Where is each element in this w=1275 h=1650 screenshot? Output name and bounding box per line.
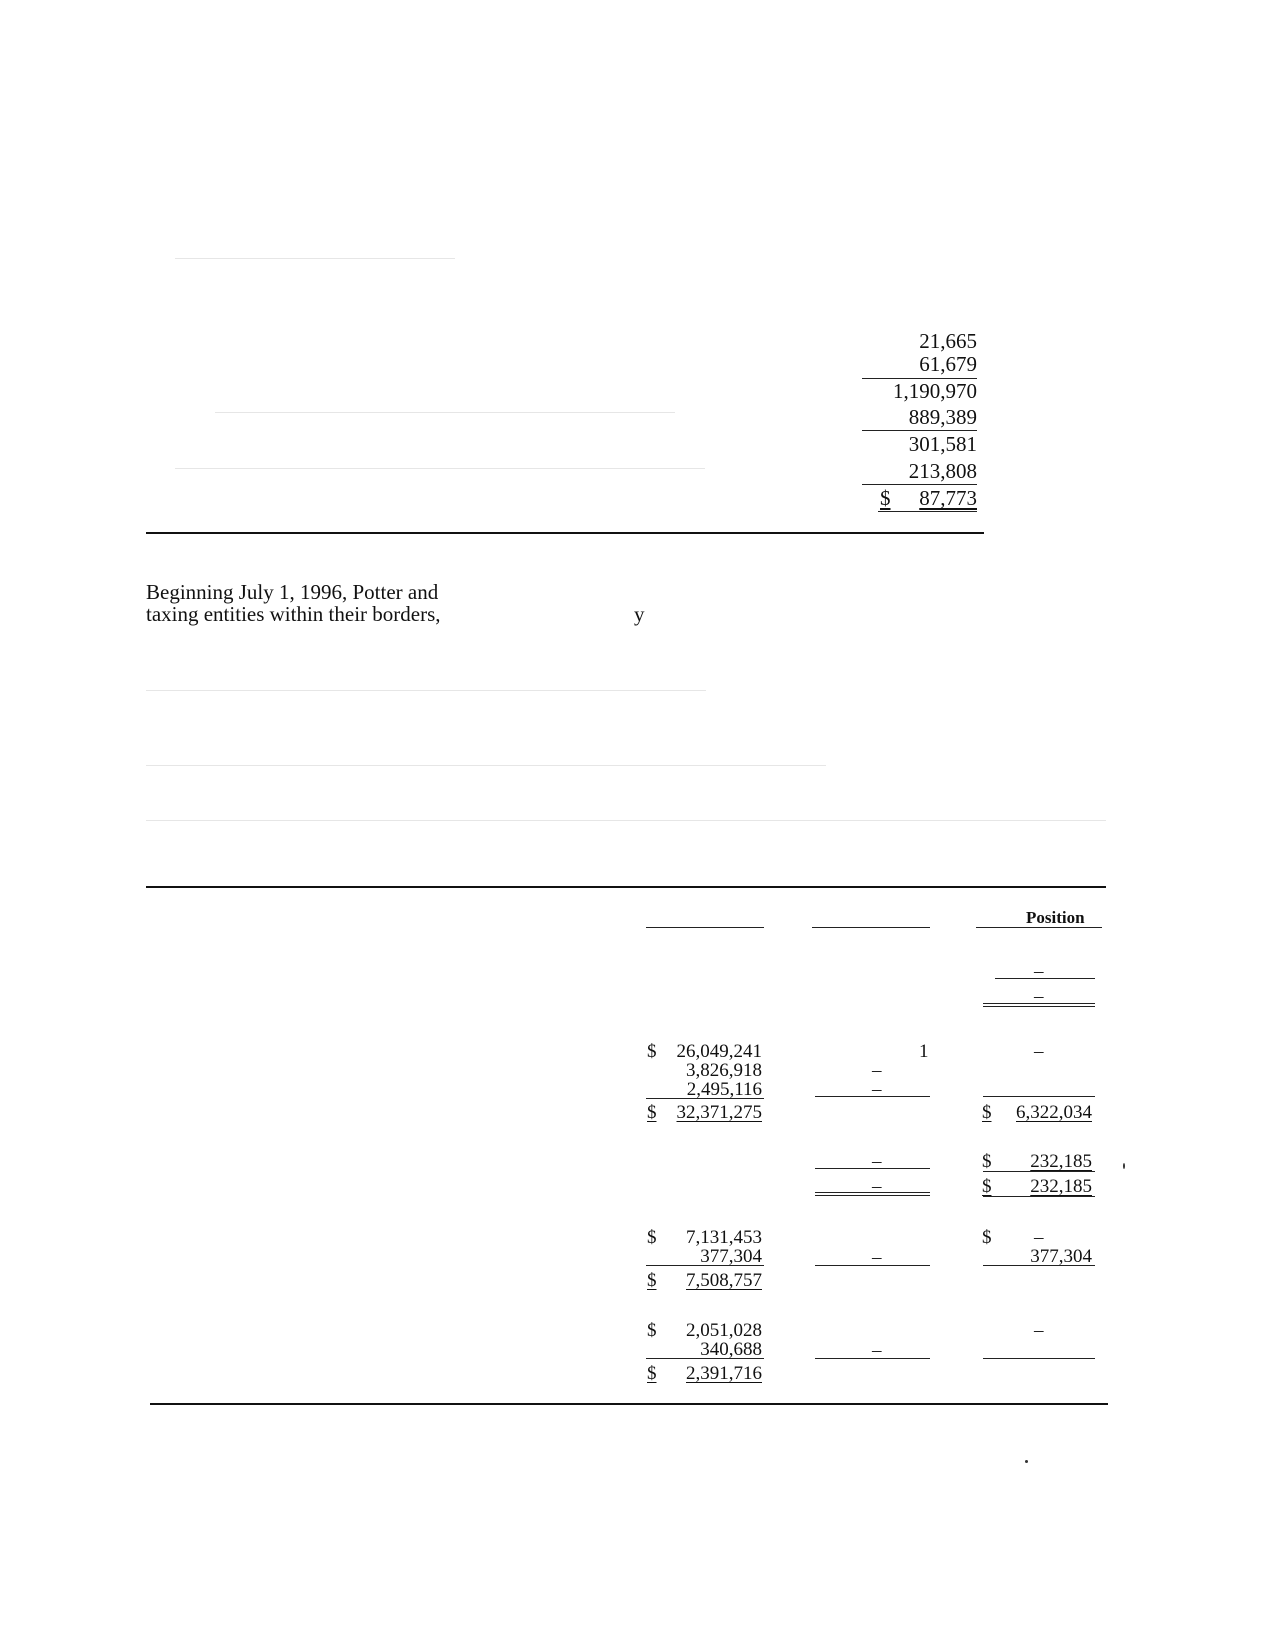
- paragraph-fragment: y: [634, 602, 645, 626]
- amount: 26,049,241: [676, 1041, 762, 1062]
- currency-symbol: $: [647, 1320, 657, 1341]
- table-bottom-rule: [150, 1403, 1108, 1405]
- paragraph-line: taxing entities within their borders,: [146, 602, 441, 626]
- subtotal-rule: [646, 1265, 764, 1266]
- section-divider: [146, 532, 984, 534]
- currency-symbol: $: [982, 1102, 992, 1123]
- currency-symbol: $: [647, 1102, 657, 1123]
- dash-value: –: [872, 1151, 882, 1172]
- double-rule: [815, 1195, 930, 1196]
- column-header-rule: [976, 927, 1102, 928]
- currency-symbol: $: [982, 1151, 992, 1172]
- currency-symbol: $: [880, 486, 891, 510]
- column-header-position: Position: [1026, 908, 1085, 927]
- double-rule: [983, 1006, 1095, 1007]
- subtotal-rule: [862, 484, 977, 485]
- column-header-rule: [812, 927, 930, 928]
- amount: 2,495,116: [686, 1079, 762, 1100]
- subtotal-rule: [815, 1265, 930, 1266]
- paragraph: [146, 581, 476, 625]
- subtotal-rule: [983, 1096, 1095, 1097]
- upper-amount: 1,190,970: [893, 379, 977, 403]
- amount: 1: [919, 1041, 929, 1062]
- subtotal-rule: [815, 1096, 930, 1097]
- double-rule: [983, 1003, 1095, 1004]
- double-rule: [983, 1196, 1095, 1197]
- scan-mark: [1123, 1163, 1125, 1169]
- currency-symbol: $: [647, 1041, 657, 1062]
- amount: 3,826,918: [686, 1060, 762, 1081]
- dash-value: –: [1034, 1041, 1044, 1062]
- subtotal-rule: [815, 1168, 930, 1169]
- double-rule: [878, 511, 977, 512]
- faint-line: [215, 412, 675, 413]
- dash-value: –: [1034, 1227, 1044, 1248]
- faint-line: [175, 468, 705, 469]
- subtotal-rule: [815, 1358, 930, 1359]
- dash-value: –: [1034, 961, 1044, 982]
- upper-amount: 213,808: [908, 459, 977, 483]
- upper-amount: 61,679: [919, 352, 977, 376]
- dash-value: –: [1034, 986, 1044, 1007]
- currency-symbol: $: [647, 1227, 657, 1248]
- upper-amount: 301,581: [908, 432, 977, 456]
- subtotal-rule: [983, 1265, 1095, 1266]
- amount-total: 2,391,716: [686, 1363, 762, 1384]
- upper-amount: 889,389: [908, 405, 977, 429]
- cell-rule: [995, 978, 1095, 979]
- dash-value: –: [872, 1340, 882, 1361]
- amount-total: 232,185: [1030, 1176, 1092, 1197]
- scan-mark: [1025, 1460, 1028, 1463]
- subtotal-rule: [646, 1098, 764, 1099]
- faint-line: [175, 258, 455, 259]
- amount: 340,688: [700, 1339, 762, 1360]
- paragraph-line: Beginning July 1, 1996, Potter and: [146, 580, 439, 604]
- subtotal-rule: [646, 1358, 764, 1359]
- currency-symbol: $: [982, 1227, 992, 1248]
- subtotal-rule: [983, 1358, 1095, 1359]
- amount-total: 7,508,757: [686, 1270, 762, 1291]
- upper-amount: 21,665: [919, 329, 977, 353]
- dash-value: –: [872, 1060, 882, 1081]
- currency-symbol: $: [647, 1363, 657, 1384]
- dash-value: –: [1034, 1320, 1044, 1341]
- double-rule: [815, 1192, 930, 1193]
- column-header-rule: [646, 927, 764, 928]
- table-top-rule: [146, 886, 1106, 888]
- amount: 377,304: [700, 1246, 762, 1267]
- amount-total: 6,322,034: [1016, 1102, 1092, 1123]
- currency-symbol: $: [982, 1176, 992, 1197]
- amount: 7,131,453: [686, 1227, 762, 1248]
- dash-value: –: [872, 1176, 882, 1197]
- faint-line: [146, 690, 706, 691]
- dash-value: –: [872, 1079, 882, 1100]
- amount: 377,304: [1030, 1246, 1092, 1267]
- dash-value: –: [872, 1247, 882, 1268]
- subtotal-rule: [862, 430, 977, 431]
- amount-total: 32,371,275: [676, 1102, 762, 1123]
- currency-symbol: $: [647, 1270, 657, 1291]
- faint-line: [146, 820, 1106, 821]
- amount: 2,051,028: [686, 1320, 762, 1341]
- faint-line: [146, 765, 826, 766]
- subtotal-rule: [983, 1171, 1095, 1172]
- upper-total: 87,773: [919, 486, 977, 510]
- amount: 232,185: [1030, 1151, 1092, 1172]
